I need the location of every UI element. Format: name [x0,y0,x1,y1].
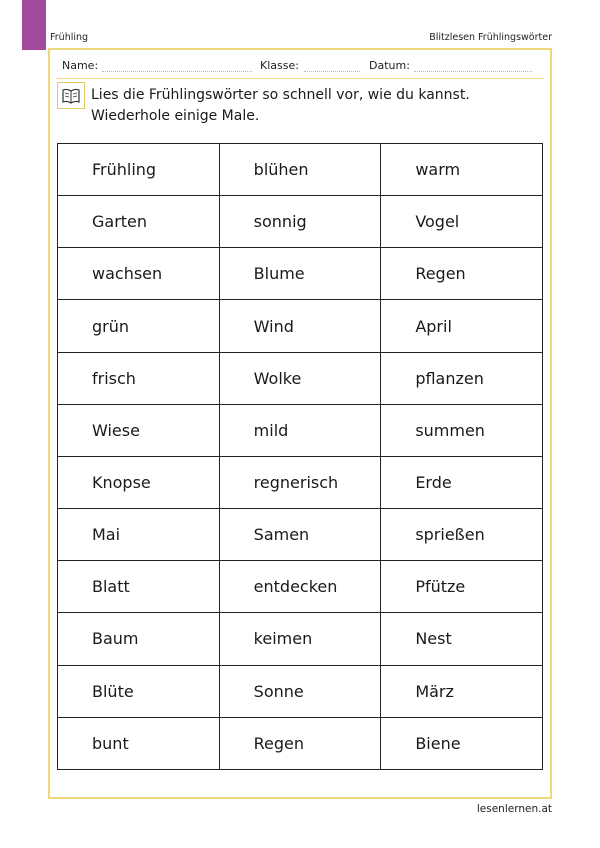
word-cell: wachsen [58,248,220,300]
word-cell: Wiese [58,404,220,456]
header-worksheet-title: Blitzlesen Frühlingswörter [429,32,552,43]
word-cell: Wolke [219,352,381,404]
word-cell: mild [219,404,381,456]
header-topic: Frühling [50,32,89,43]
word-cell: keimen [219,613,381,665]
table-row [58,196,543,248]
word-cell: Garten [58,196,220,248]
word-cell: frisch [58,352,220,404]
word-cell: April [381,300,543,352]
student-info-row [62,58,542,76]
word-cell: Knopse [58,456,220,508]
table-row [58,352,543,404]
word-cell: Blüte [58,665,220,717]
table-row [58,561,543,613]
table-row [58,613,543,665]
word-cell: Pfütze [381,561,543,613]
instruction-line-1: Lies die Frühlingswörter so schnell vor, wie du kannst. [91,87,470,103]
word-cell: blühen [219,144,381,196]
word-table [57,143,543,770]
word-cell: Erde [381,456,543,508]
table-row [58,248,543,300]
table-row [58,509,543,561]
table-row [58,144,543,196]
class-field[interactable] [304,71,360,72]
table-row [58,404,543,456]
table-row [58,300,543,352]
purple-corner-tab [22,0,46,50]
footer-website: lesenlernen.at [476,803,552,815]
table-row [58,717,543,769]
table-row [58,665,543,717]
class-label: Klasse: [260,59,299,72]
instruction-text [91,85,531,127]
word-cell: Nest [381,613,543,665]
table-row [58,456,543,508]
word-cell: Baum [58,613,220,665]
open-book-icon [57,82,85,109]
word-cell: Vogel [381,196,543,248]
word-cell: Frühling [58,144,220,196]
word-cell: Regen [381,248,543,300]
word-cell: bunt [58,717,220,769]
word-cell: Wind [219,300,381,352]
word-cell: pflanzen [381,352,543,404]
date-field[interactable] [414,71,532,72]
word-cell: sonnig [219,196,381,248]
name-field[interactable] [102,71,252,72]
instruction-line-2: Wiederhole einige Male. [91,108,260,124]
word-cell: Blume [219,248,381,300]
word-cell: entdecken [219,561,381,613]
word-cell: Mai [58,509,220,561]
word-cell: Samen [219,509,381,561]
word-cell: Sonne [219,665,381,717]
word-cell: Biene [381,717,543,769]
info-divider [56,78,544,79]
word-cell: März [381,665,543,717]
word-cell: Regen [219,717,381,769]
word-cell: grün [58,300,220,352]
name-label: Name: [62,59,99,72]
word-cell: warm [381,144,543,196]
word-cell: Blatt [58,561,220,613]
word-cell: regnerisch [219,456,381,508]
date-label: Datum: [369,59,410,72]
word-cell: summen [381,404,543,456]
word-cell: sprießen [381,509,543,561]
